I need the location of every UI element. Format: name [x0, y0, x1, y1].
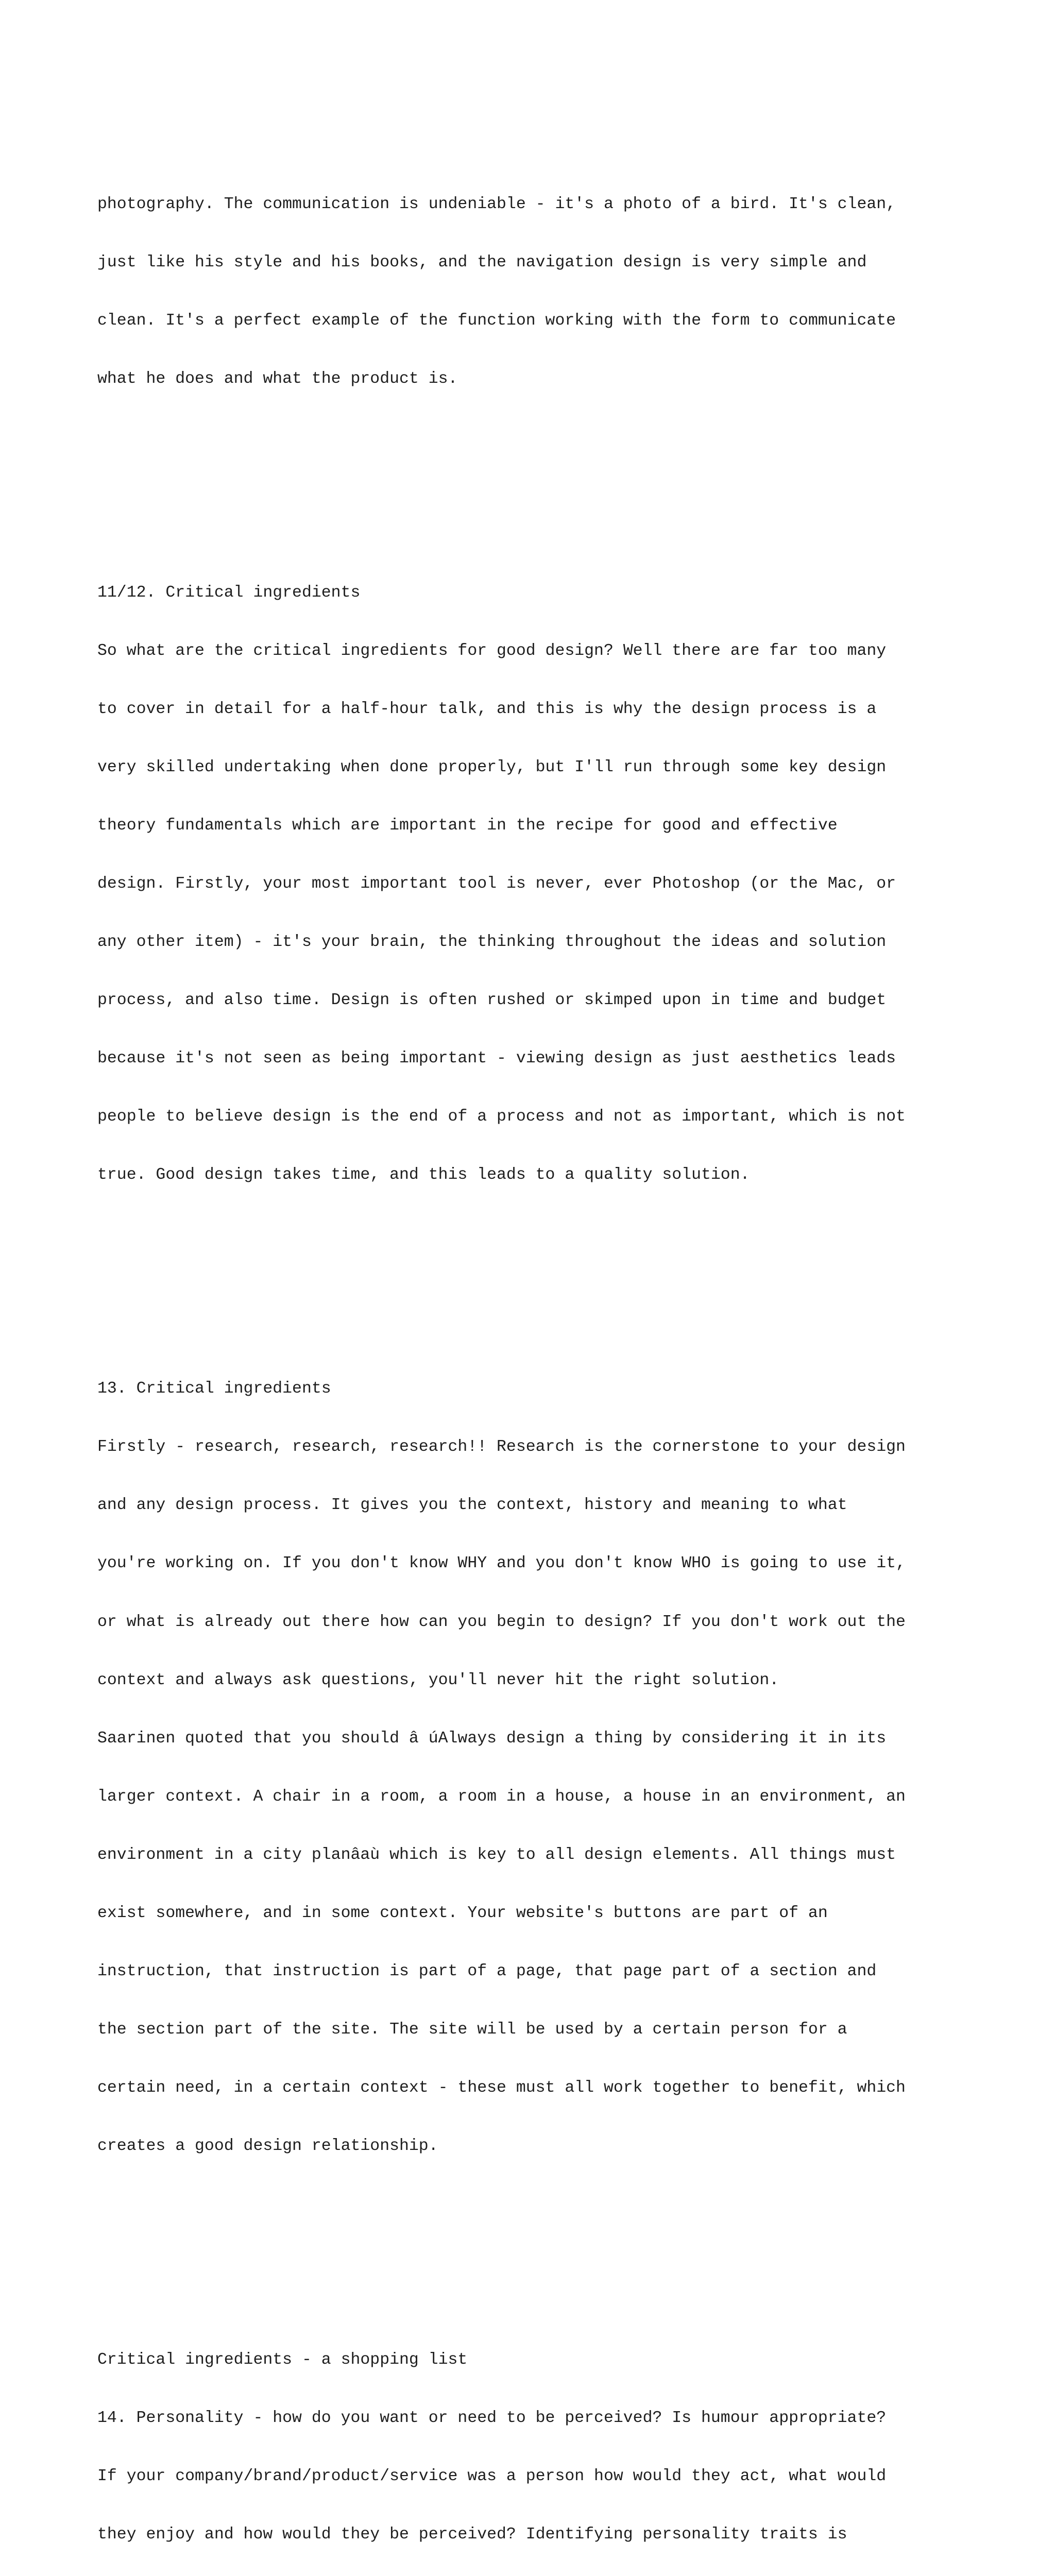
- text-line: Firstly - research, research, research!! Research is the cornerstone to your design: [97, 1438, 906, 1456]
- text-line: clean. It's a perfect example of the function working with the form to communicate: [97, 311, 896, 330]
- text-line: true. Good design takes time, and this leads to a quality solution.: [97, 1166, 750, 1184]
- paragraph-gap: [97, 2234, 1045, 2253]
- text-line: because it's not seen as being important - viewing design as just aesthetics leads: [97, 1049, 896, 1068]
- section-heading: 11/12. Critical ingredients: [97, 583, 361, 602]
- text-line: they enjoy and how would they be perceived? Identifying personality traits is: [97, 2526, 847, 2544]
- text-line: instruction, that instruction is part of a page, that page part of a section and: [97, 1962, 877, 1981]
- text-line: theory fundamentals which are important in the recipe for good and effective: [97, 816, 838, 835]
- text-line: or what is already out there how can you begin to design? If you don't work out the: [97, 1613, 906, 1631]
- text-line: and any design process. It gives you the context, history and meaning to what: [97, 1496, 847, 1515]
- text-line: just like his style and his books, and the navigation design is very simple and: [97, 253, 867, 272]
- section-11-12: [97, 544, 1045, 1224]
- text-line: the section part of the site. The site will be used by a certain person for a: [97, 2021, 847, 2039]
- section-heading: 13. Critical ingredients: [97, 1380, 331, 1398]
- text-line: people to believe design is the end of a process and not as important, which is not: [97, 1108, 906, 1126]
- text-line: exist somewhere, and in some context. Your website's buttons are part of an: [97, 1904, 828, 1922]
- text-line: environment in a city planâaù which is key to all design elements. All things must: [97, 1845, 896, 1864]
- paragraph-gap: [97, 466, 1045, 486]
- text-line: you're working on. If you don't know WHY and you don't know WHO is going to use it,: [97, 1554, 906, 1573]
- text-line: If your company/brand/product/service was a person how would they act, what would: [97, 2467, 887, 2486]
- text-line: photography. The communication is undeniable - it's a photo of a bird. It's clean,: [97, 195, 896, 213]
- text-line: 14. Personality - how do you want or need to be perceived? Is humour appropriate?: [97, 2409, 887, 2428]
- section-13: [97, 1341, 1045, 2195]
- paragraph-intro: [97, 156, 1045, 428]
- text-line: larger context. A chair in a room, a room in a house, a house in an environment, an: [97, 1787, 906, 1806]
- paragraph-gap: [97, 1263, 1045, 1282]
- text-line: certain need, in a certain context - these must all work together to benefit, which: [97, 2079, 906, 2097]
- text-line: very skilled undertaking when done properly, but I'll run through some key design: [97, 758, 887, 776]
- text-line: process, and also time. Design is often rushed or skimped upon in time and budget: [97, 991, 887, 1010]
- text-line: design. Firstly, your most important tool is never, ever Photoshop (or the Mac, or: [97, 874, 896, 893]
- text-line: any other item) - it's your brain, the thinking throughout the ideas and solution: [97, 933, 887, 952]
- text-line: to cover in detail for a half-hour talk, and this is why the design process is a: [97, 700, 877, 718]
- text-line: creates a good design relationship.: [97, 2137, 438, 2156]
- section-heading: Critical ingredients - a shopping list: [97, 2351, 468, 2369]
- text-line: what he does and what the product is.: [97, 369, 458, 388]
- text-line: Saarinen quoted that you should â úAlways design a thing by considering it in its: [97, 1729, 887, 1748]
- text-line: context and always ask questions, you'll never hit the right solution.: [97, 1671, 779, 1689]
- text-line: So what are the critical ingredients for good design? Well there are far too many: [97, 641, 887, 660]
- section-14: [97, 2312, 1045, 2576]
- document-body: [97, 97, 1045, 2576]
